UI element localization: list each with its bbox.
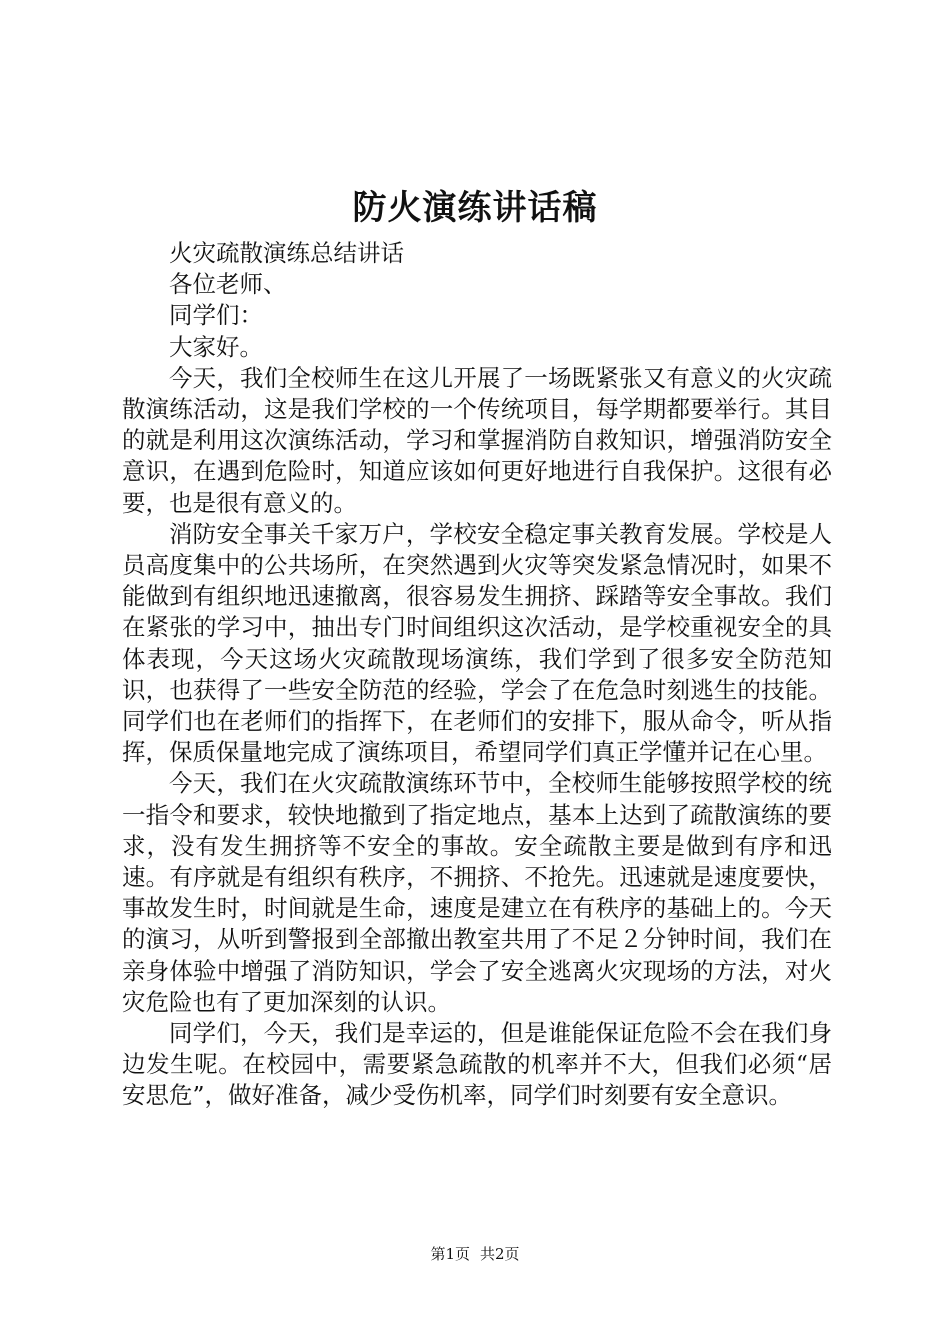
body-paragraph: 同学们，今天，我们是幸运的，但是谁能保证危险不会在我们身边发生呢。在校园中，需要紧急疏散的机率并不大，但我们必须“居安思危”，做好准备，减少受伤机率，同学们时刻要有安全意识。 <box>122 1019 832 1110</box>
page-total: 共2页 <box>480 1245 520 1263</box>
document-body <box>122 238 832 1112</box>
body-paragraph: 今天，我们全校师生在这儿开展了一场既紧张又有意义的火灾疏散演练活动，这是我们学校的一个传统项目，每学期都要举行。其目的就是利用这次演练活动，学习和掌握消防自救知识，增强消防安全意识，在遇到危险时，知道应该如何更好地进行自我保护。这很有必要，也是很有意义的。 <box>122 363 832 517</box>
body-paragraph: 今天，我们在火灾疏散演练环节中，全校师生能够按照学校的统一指令和要求，较快地撤到了指定地点，基本上达到了疏散演练的要求，没有发生拥挤等不安全的事故。安全疏散主要是做到有序和迅速。有序就是有组织有秩序，不拥挤、不抢先。迅速就是速度要快，事故发生时，时间就是生命，速度是建立在有秩序的基础上的。今天的演习，从听到警报到全部撤出教室共用了不足２分钟时间，我们在亲身体验中增强了消防知识，学会了安全逃离火灾现场的方法，对火灾危险也有了更加深刻的认识。 <box>122 769 832 1016</box>
greeting-paragraph: 大家好。 <box>169 332 263 361</box>
subtitle-paragraph: 火灾疏散演练总结讲话 <box>169 239 404 267</box>
salutation-teachers: 各位老师、 <box>169 270 287 299</box>
document-title: 防火演练讲话稿 <box>352 188 598 228</box>
body-paragraph: 消防安全事关千家万户，学校安全稳定事关教育发展。学校是人员高度集中的公共场所，在突然遇到火灾等突发紧急情况时，如果不能做到有组织地迅速撤离，很容易发生拥挤、踩踏等安全事故。我们在紧张的学习中，抽出专门时间组织这次活动，是学校重视安全的具体表现，今天这场火灾疏散现场演练，我们学到了很多安全防范知识，也获得了一些安全防范的经验，学会了在危急时刻逃生的技能。同学们也在老师们的指挥下，在老师们的安排下，服从命令，听从指挥，保质保量地完成了演练项目，希望同学们真正学懂并记在心里。 <box>122 519 832 767</box>
salutation-students: 同学们： <box>169 301 263 330</box>
page-footer <box>0 1244 950 1264</box>
page-number: 第1页 <box>430 1245 470 1263</box>
